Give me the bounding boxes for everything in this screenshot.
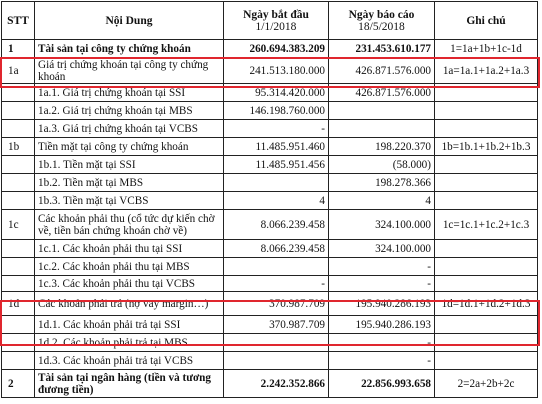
- row-start-value: 370.987.709: [224, 292, 329, 316]
- row-stt: 1: [2, 40, 35, 58]
- table-row: [2, 210, 538, 240]
- row-content: Các khoản phải thu (cổ tức dự kiến chờ về, tiền bán chứng khoán chờ về): [35, 210, 224, 240]
- row-start-value: 260.694.383.209: [224, 40, 329, 58]
- table-row: [2, 40, 538, 58]
- row-start-value: 4: [224, 192, 329, 210]
- table-row: [2, 84, 538, 102]
- row-report-value: 198.220.370: [329, 138, 435, 156]
- table-row: [2, 334, 538, 352]
- row-start-value: 11.485.951.460: [224, 138, 329, 156]
- row-start-value: 146.198.760.000: [224, 102, 329, 120]
- row-content: 1b.2. Tiền mặt tại MBS: [35, 174, 224, 192]
- table-row: [2, 370, 538, 398]
- row-start-value: 2.242.352.866: [224, 370, 329, 398]
- row-note: [435, 240, 538, 258]
- row-note: [435, 352, 538, 370]
- row-content: Giá trị chứng khoán tại công ty chứng khoán: [35, 58, 224, 84]
- asset-report-table: [1, 1, 538, 398]
- row-stt: 1b: [2, 138, 35, 156]
- row-note: 1b=1b.1+1b.2+1b.3: [435, 138, 538, 156]
- row-content: Các khoản phải trả (nợ vay margin…): [35, 292, 224, 316]
- row-stt: [2, 174, 35, 192]
- row-report-value: 4: [329, 192, 435, 210]
- row-stt: [2, 84, 35, 102]
- row-stt: [2, 276, 35, 292]
- row-content: 1b.3. Tiền mặt tại VCBS: [35, 192, 224, 210]
- row-note: [435, 316, 538, 334]
- row-note: [435, 120, 538, 138]
- row-note: 1d=1d.1+1d.2+1d.3: [435, 292, 538, 316]
- row-stt: 1a: [2, 58, 35, 84]
- row-report-value: 195.940.286.193: [329, 316, 435, 334]
- row-note: [435, 276, 538, 292]
- row-stt: [2, 120, 35, 138]
- row-report-value: [329, 120, 435, 138]
- table-row: [2, 258, 538, 276]
- header-content: Nội Dung: [35, 2, 224, 40]
- row-content: Tiền mặt tại công ty chứng khoán: [35, 138, 224, 156]
- row-note: [435, 174, 538, 192]
- row-content: 1a.2. Giá trị chứng khoán tại MBS: [35, 102, 224, 120]
- row-content: 1b.1. Tiền mặt tại SSI: [35, 156, 224, 174]
- header-note: Ghi chú: [435, 2, 538, 40]
- table-row: [2, 120, 538, 138]
- row-stt: [2, 352, 35, 370]
- row-note: 1c=1c.1+1c.2+1c.3: [435, 210, 538, 240]
- row-start-value: 370.987.709: [224, 316, 329, 334]
- row-report-value: -: [329, 276, 435, 292]
- header-report-date: Ngày báo cáo 18/5/2018: [329, 2, 435, 40]
- row-start-value: 241.513.180.000: [224, 58, 329, 84]
- row-content: 1a.3. Giá trị chứng khoán tại VCBS: [35, 120, 224, 138]
- row-start-value: [224, 258, 329, 276]
- row-note: [435, 192, 538, 210]
- row-report-value: 426.871.576.000: [329, 58, 435, 84]
- row-note: [435, 156, 538, 174]
- row-content: Tài sản tại công ty chứng khoán: [35, 40, 224, 58]
- row-stt: 1c: [2, 210, 35, 240]
- row-stt: 1d: [2, 292, 35, 316]
- row-start-value: -: [224, 276, 329, 292]
- header-row: [2, 2, 538, 40]
- row-stt: [2, 156, 35, 174]
- row-content: 1c.2. Các khoản phải thu tại MBS: [35, 258, 224, 276]
- header-start-date: Ngày bắt đầu 1/1/2018: [224, 2, 329, 40]
- row-start-value: [224, 174, 329, 192]
- row-stt: [2, 192, 35, 210]
- table-row: [2, 58, 538, 84]
- row-content: 1d.3. Các khoản phải trả tại VCBS: [35, 352, 224, 370]
- row-report-value: 195.940.286.193: [329, 292, 435, 316]
- row-report-value: 324.100.000: [329, 210, 435, 240]
- row-report-value: 231.453.610.177: [329, 40, 435, 58]
- table-row: [2, 156, 538, 174]
- table-row: [2, 102, 538, 120]
- row-report-value: [329, 102, 435, 120]
- row-report-value: 198.278.366: [329, 174, 435, 192]
- row-stt: [2, 240, 35, 258]
- row-start-value: 95.314.420.000: [224, 84, 329, 102]
- row-note: [435, 334, 538, 352]
- row-report-value: -: [329, 334, 435, 352]
- table-row: [2, 276, 538, 292]
- row-stt: 2: [2, 370, 35, 398]
- row-stt: [2, 258, 35, 276]
- row-stt: [2, 316, 35, 334]
- row-start-value: [224, 334, 329, 352]
- row-content: 1c.1. Các khoản phải thu tại SSI: [35, 240, 224, 258]
- row-note: 1=1a+1b+1c-1d: [435, 40, 538, 58]
- row-stt: [2, 102, 35, 120]
- row-note: 2=2a+2b+2c: [435, 370, 538, 398]
- header-stt: STT: [2, 2, 35, 40]
- row-content: Tài sản tại ngân hàng (tiền và tương đương tiền): [35, 370, 224, 398]
- row-content: 1d.2. Các khoản phải trả tại MBS: [35, 334, 224, 352]
- table-row: [2, 292, 538, 316]
- table-row: [2, 192, 538, 210]
- row-start-value: [224, 352, 329, 370]
- table-row: [2, 352, 538, 370]
- row-report-value: 22.856.993.658: [329, 370, 435, 398]
- table-row: [2, 138, 538, 156]
- row-content: 1d.1. Các khoản phải trả tại SSI: [35, 316, 224, 334]
- table-row: [2, 174, 538, 192]
- row-report-value: 426.871.576.000: [329, 84, 435, 102]
- row-start-value: 8.066.239.458: [224, 240, 329, 258]
- table-row: [2, 240, 538, 258]
- row-report-value: (58.000): [329, 156, 435, 174]
- row-note: [435, 84, 538, 102]
- row-start-value: -: [224, 120, 329, 138]
- row-note: [435, 258, 538, 276]
- row-start-value: 11.485.951.456: [224, 156, 329, 174]
- row-report-value: 324.100.000: [329, 240, 435, 258]
- row-report-value: -: [329, 352, 435, 370]
- row-report-value: -: [329, 258, 435, 276]
- row-content: 1a.1. Giá trị chứng khoán tại SSI: [35, 84, 224, 102]
- row-stt: [2, 334, 35, 352]
- row-note: [435, 102, 538, 120]
- row-content: 1c.3. Các khoản phải thu tại VCBS: [35, 276, 224, 292]
- row-note: 1a=1a.1+1a.2+1a.3: [435, 58, 538, 84]
- table-row: [2, 316, 538, 334]
- row-start-value: 8.066.239.458: [224, 210, 329, 240]
